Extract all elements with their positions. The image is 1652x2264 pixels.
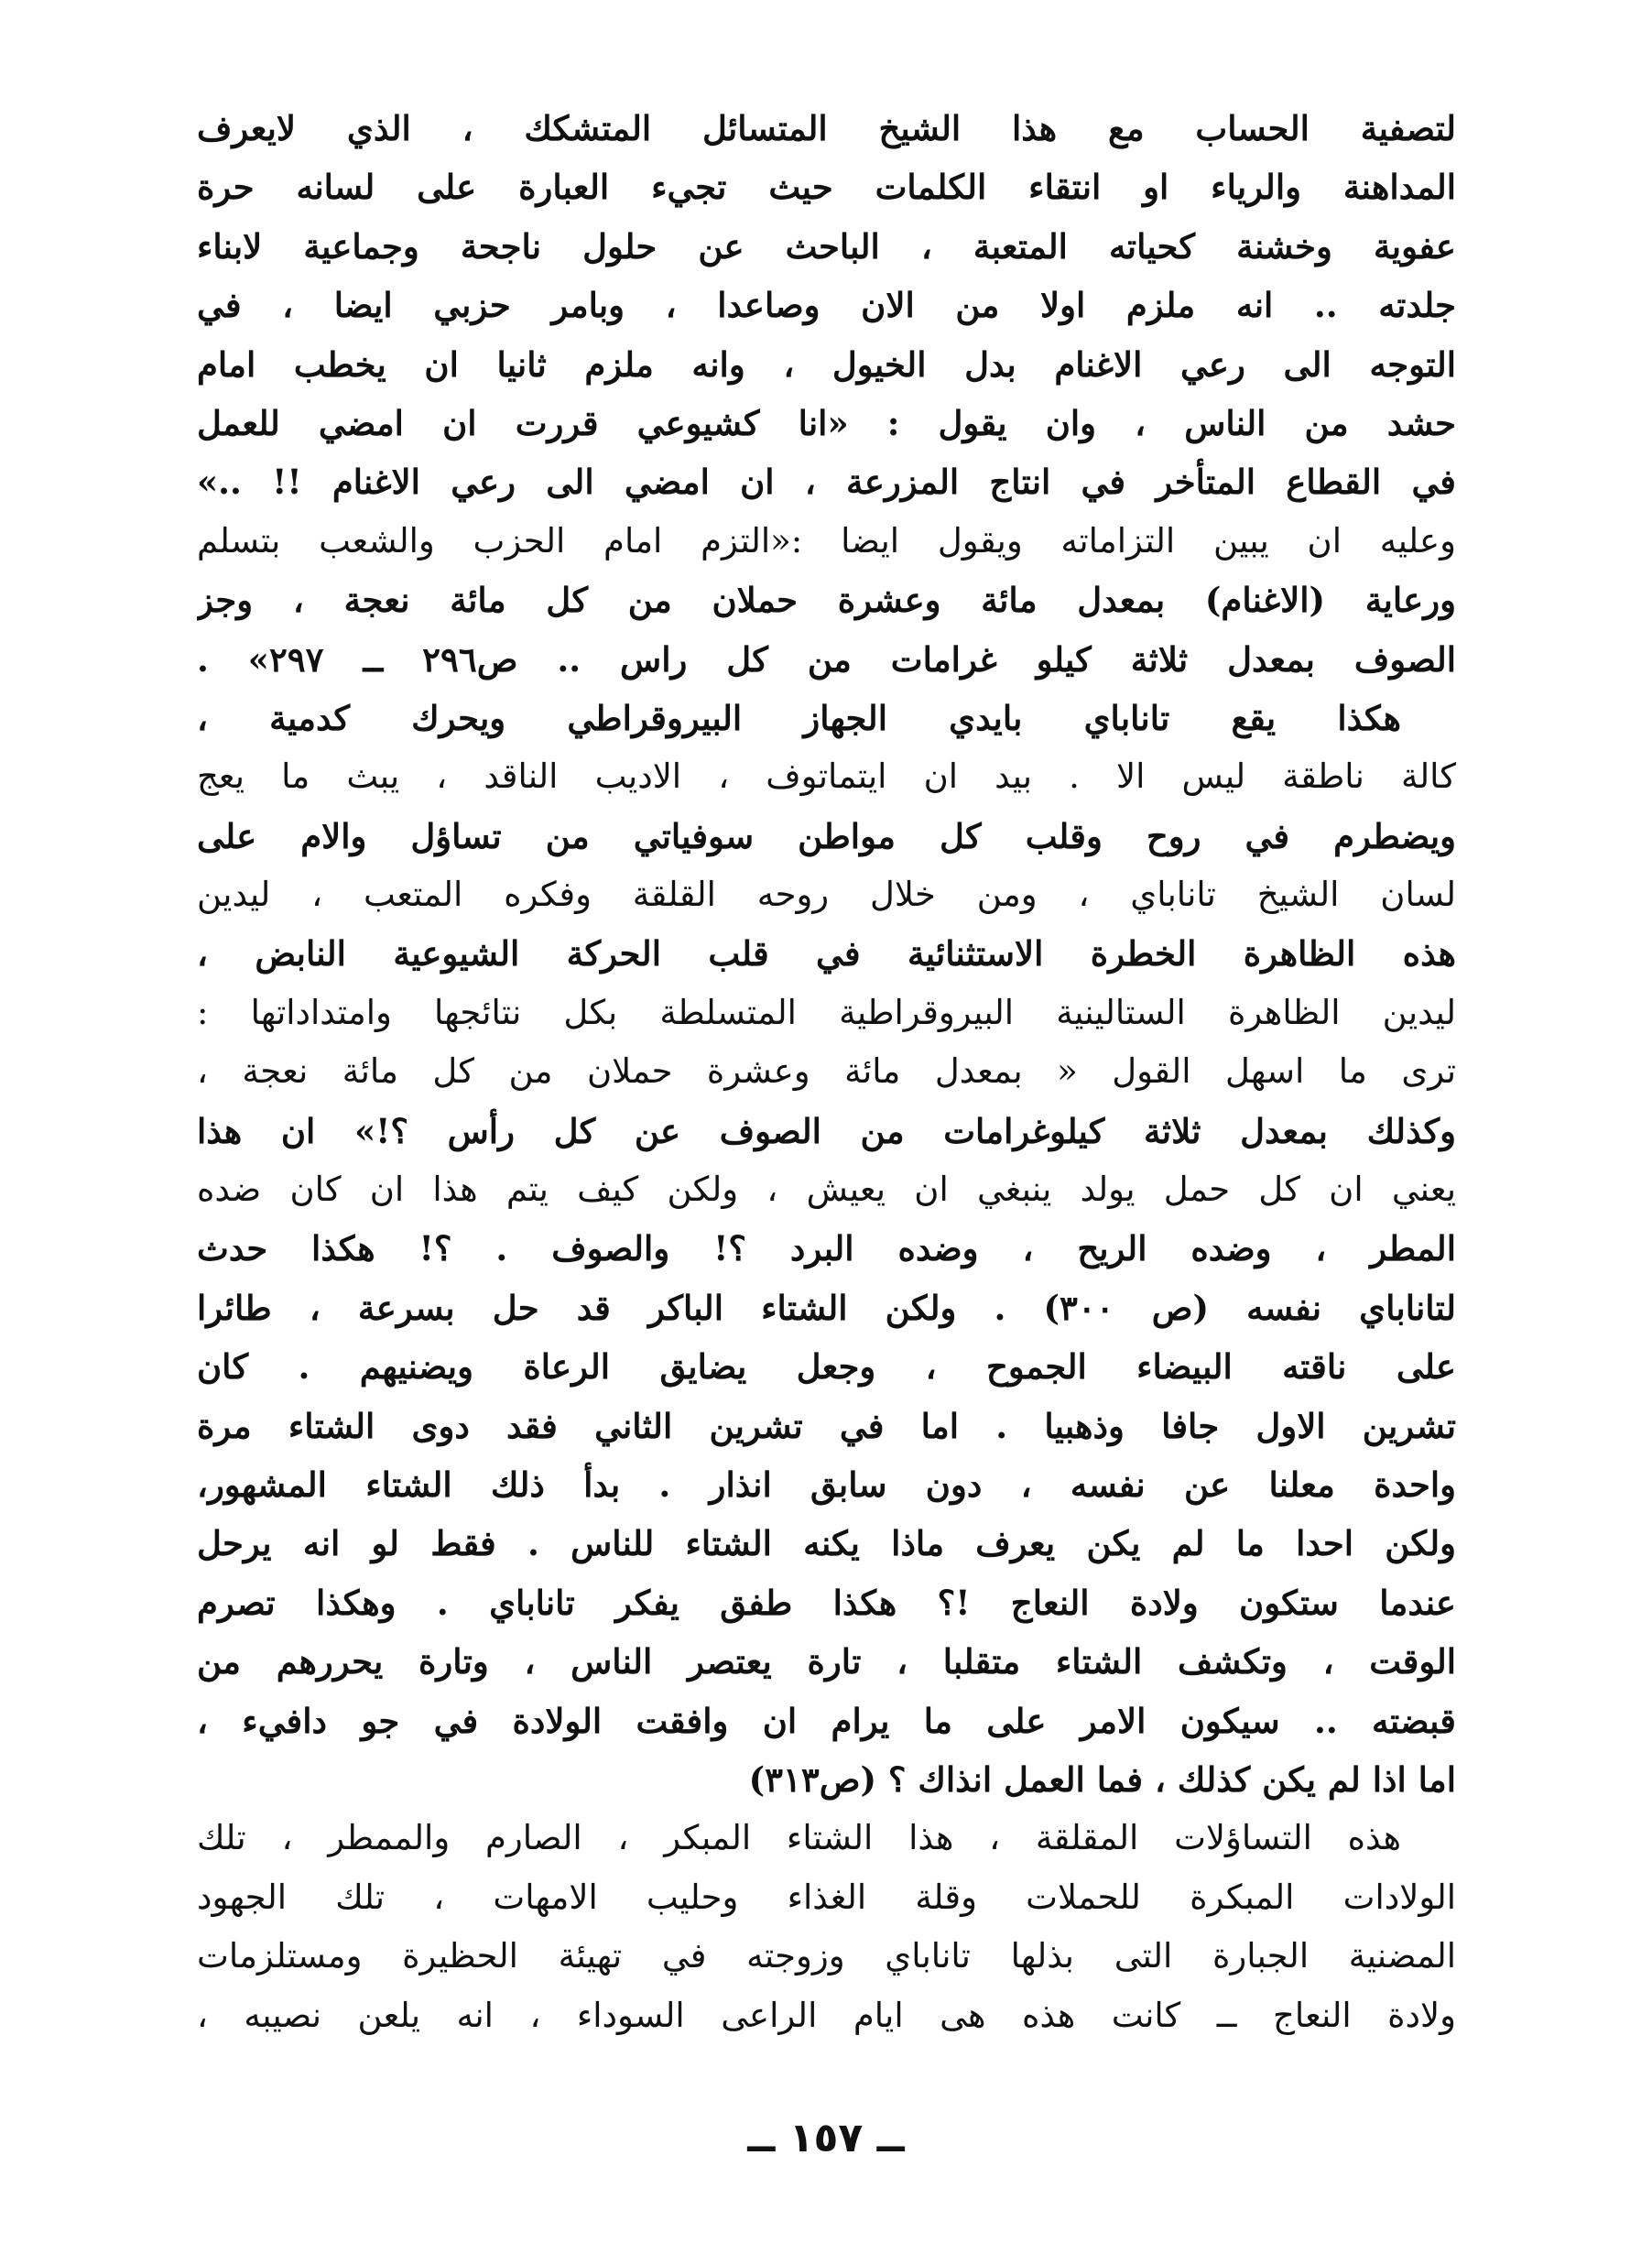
text-line-25: ولكن احدا ما لم يكن يعرف ماذا يكنه الشتاء للناس . فقط لو انه يرحل [197,1523,1456,1564]
text-line-19: يعني ان كل حمل يولد ينبغي ان يعيش ، ولكن كيف يتم هذا ان كان ضده [197,1170,1456,1210]
text-line-3: عفوية وخشنة كحياته المتعبة ، الباحث عن حلول ناجحة وجماعية لابناء [197,225,1456,267]
text-line-23: تشرين الاول جافا وذهبيا . اما في تشرين الثاني فقد دوى الشتاء مرة [197,1405,1456,1446]
text-line-15: هذه الظاهرة الخطرة الاستثنائية في قلب الحركة الشيوعية النابض ، [197,933,1456,974]
text-line-31: الولادات المبكرة للحملات وقلة الغذاء وحليب الامهات ، تلك الجهود [197,1877,1456,1917]
text-line-10: الصوف بمعدل ثلاثة كيلو غرامات من كل راس .. ص٢٩٦ ــ ٢٩٧» . [197,638,1456,680]
text-line-26: عندما ستكون ولادة النعاج !؟ هكذا طفق يفكر تاناباي . وهكذا تصرم [197,1582,1456,1623]
text-line-33: ولادة النعاج ــ كانت هذه هى ايام الراعى السوداء ، انه يلعن نصيبه ، [197,1995,1456,2035]
text-line-7: في القطاع المتأخر في انتاج المزرعة ، ان امضي الى رعي الاغنام !! ..» [197,462,1456,503]
text-line-24: واحدة معلنا عن نفسه ، دون سابق انذار . بدأ ذلك الشتاء المشهور، [197,1464,1456,1505]
text-line-22: على ناقته البيضاء الجموح ، وجعل يضايق الرعاة ويضنيهم . كان [197,1346,1456,1388]
text-line-1: لتصفية الحساب مع هذا الشيخ المتسائل المتشكك ، الذي لايعرف [197,108,1456,148]
text-line-2: المداهنة والرياء او انتقاء الكلمات حيث تجيء العبارة على لسانه حرة [197,167,1456,208]
text-line-17: ترى ما اسهل القول « بمعدل مائة وعشرة حملان من كل مائة نعجة ، [197,1051,1456,1092]
text-line-21: لتاناباي نفسه (ص ٣٠٠) . ولكن الشتاء الباكر قد حل بسرعة ، طائرا [197,1287,1456,1328]
text-line-30: هذه التساؤلات المقلقة ، هذا الشتاء المبكر ، الصارم والممطر ، تلك [197,1818,1401,1858]
text-line-9: ورعاية (الاغنام) بمعدل مائة وعشرة حملان من كل مائة نعجة ، وجز [197,580,1456,621]
text-line-20: المطر ، وضده الريح ، وضده البرد ؟! والصوف . ؟! هكذا حدث [197,1228,1456,1269]
text-line-27: الوقت ، وتكشف الشتاء متقلبا ، تارة يعتصر الناس ، وتارة يحررهم من [197,1641,1456,1682]
text-line-28: قبضته .. سيكون الامر على ما يرام ان وافقت الولادة في جو دافيء ، [197,1700,1456,1741]
text-line-5: التوجه الى رعي الاغنام بدل الخيول ، وانه ملزم ثانيا ان يخطب امام [197,343,1456,385]
text-line-29: اما اذا لم يكن كذلك ، فما العمل انذاك ؟ (ص٣١٣) [748,1758,1456,1800]
text-line-8: وعليه ان يبين التزاماته ويقول ايضا :«التزم امام الحزب والشعب بتسلم [197,520,1456,561]
text-line-14: لسان الشيخ تاناباي ، ومن خلال روحه القلقة وفكره المتعب ، ليدين [197,875,1456,915]
text-line-4: جلدته .. انه ملزم اولا من الان وصاعدا ، وبامر حزبي ايضا ، في [197,285,1456,326]
text-line-13: ويضطرم في روح وقلب كل مواطن سوفياتي من تساؤل والام على [197,815,1456,856]
text-line-11: هكذا يقع تاناباي بايدي الجهاز البيروقراطي ويحرك كدمية ، [197,697,1401,738]
text-line-32: المضنية الجبارة التى بذلها تاناباي وزوجته في تهيئة الحظيرة ومستلزمات [197,1936,1456,1976]
text-line-12: كالة ناطقة ليس الا . بيد ان ايتماتوف ، الاديب الناقد ، يبث ما يعج [197,756,1456,797]
text-line-6: حشد من الناس ، وان يقول : «انا كشيوعي قررت ان امضي للعمل [197,402,1456,443]
text-line-16: ليدين الظاهرة الستالينية البيروقراطية المتسلطة بكل نتائجها وامتداداتها : [197,992,1456,1032]
page-body-text [197,99,1456,2045]
text-line-18: وكذلك بمعدل ثلاثة كيلوغرامات من الصوف عن كل رأس ؟!» ان هذا [197,1110,1456,1151]
page-number: ــ ١٥٧ ــ [747,2115,905,2161]
